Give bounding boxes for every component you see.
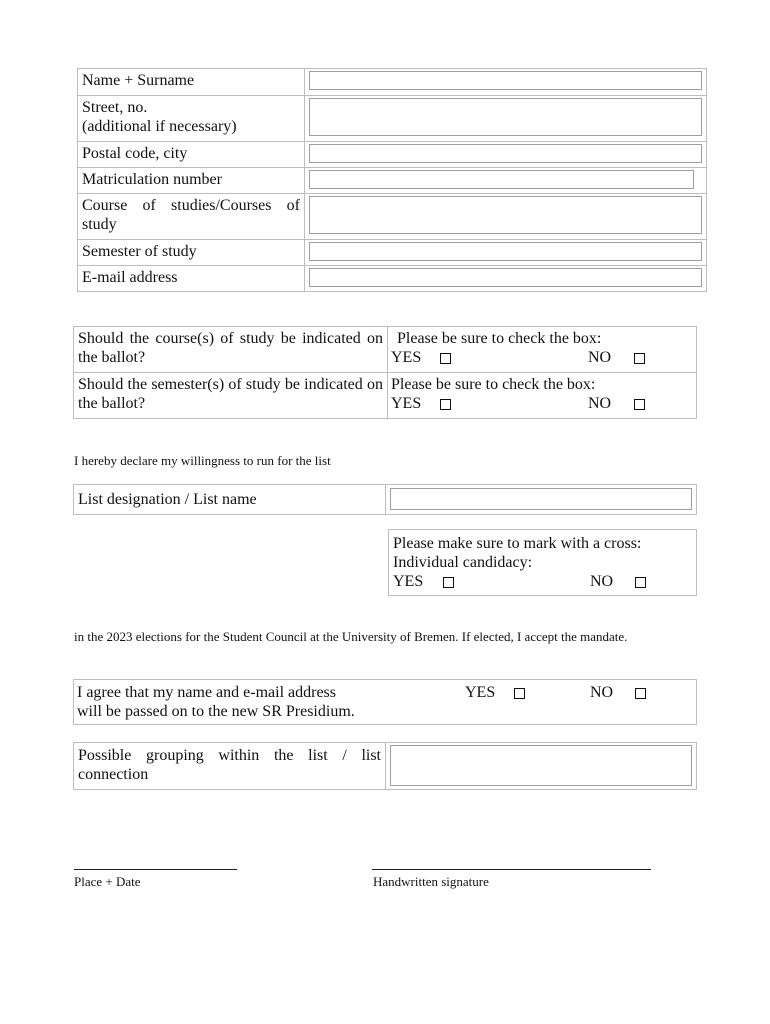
no-label: NO: [590, 573, 614, 590]
yes-label: YES: [393, 573, 424, 590]
individual-no-checkbox[interactable]: [635, 577, 646, 588]
personal-details-table: [77, 68, 707, 292]
grouping-label: Possible grouping within the list / list connection: [74, 743, 386, 790]
list-name-field[interactable]: [390, 488, 692, 510]
yes-label: YES: [391, 349, 422, 366]
elections-text: in the 2023 elections for the Student Council at the University of Bremen. If elected, I accept the mandate.: [74, 629, 628, 644]
consent-line2: will be passed on to the new SR Presidium.: [77, 703, 355, 720]
street-label: Street, no. (additional if necessary): [78, 96, 305, 142]
consent-yes-checkbox[interactable]: [514, 688, 525, 699]
yes-label: YES: [465, 684, 496, 701]
no-label: NO: [588, 395, 612, 412]
course-field[interactable]: [309, 196, 702, 234]
individual-candidacy-box: [388, 529, 697, 596]
course-ballot-question: Should the course(s) of study be indicated on the ballot?: [74, 327, 388, 373]
declaration-text: I hereby declare my willingness to run for the list: [74, 453, 331, 468]
list-designation-table: [73, 484, 697, 515]
grouping-table: [73, 742, 697, 790]
ballot-options-table: [73, 326, 697, 419]
matriculation-label: Matriculation number: [78, 168, 305, 194]
consent-no-checkbox[interactable]: [635, 688, 646, 699]
check-note: Please be sure to check the box:: [391, 376, 596, 393]
list-designation-label: List designation / List name: [74, 485, 386, 515]
semester-ballot-question: Should the semester(s) of study be indicated on the ballot?: [74, 373, 388, 419]
email-field[interactable]: [309, 268, 702, 287]
name-field[interactable]: [309, 71, 702, 90]
semester-no-checkbox[interactable]: [634, 399, 645, 410]
signature-label: Handwritten signature: [373, 874, 489, 889]
street-field[interactable]: [309, 98, 702, 136]
no-label: NO: [588, 349, 612, 366]
no-label: NO: [590, 684, 614, 701]
place-date-line: [74, 869, 237, 870]
signature-line: [372, 869, 651, 870]
semester-label: Semester of study: [78, 240, 305, 266]
individual-candidacy-label: Individual candidacy:: [393, 554, 533, 571]
postal-label: Postal code, city: [78, 142, 305, 168]
email-label: E-mail address: [78, 266, 305, 292]
individual-yes-checkbox[interactable]: [443, 577, 454, 588]
yes-label: YES: [391, 395, 422, 412]
place-date-label: Place + Date: [74, 874, 141, 889]
semester-field[interactable]: [309, 242, 702, 261]
check-note: Please be sure to check the box:: [397, 330, 602, 347]
consent-line1: I agree that my name and e-mail address: [77, 684, 336, 701]
course-yes-checkbox[interactable]: [440, 353, 451, 364]
course-no-checkbox[interactable]: [634, 353, 645, 364]
postal-field[interactable]: [309, 144, 702, 163]
consent-box: [73, 679, 697, 725]
semester-yes-checkbox[interactable]: [440, 399, 451, 410]
grouping-field[interactable]: [390, 745, 692, 786]
mark-cross-note: Please make sure to mark with a cross:: [393, 535, 642, 552]
course-label: Course of studies/Courses of study: [78, 194, 305, 240]
matriculation-field[interactable]: [309, 170, 694, 189]
name-label: Name + Surname: [78, 69, 305, 96]
